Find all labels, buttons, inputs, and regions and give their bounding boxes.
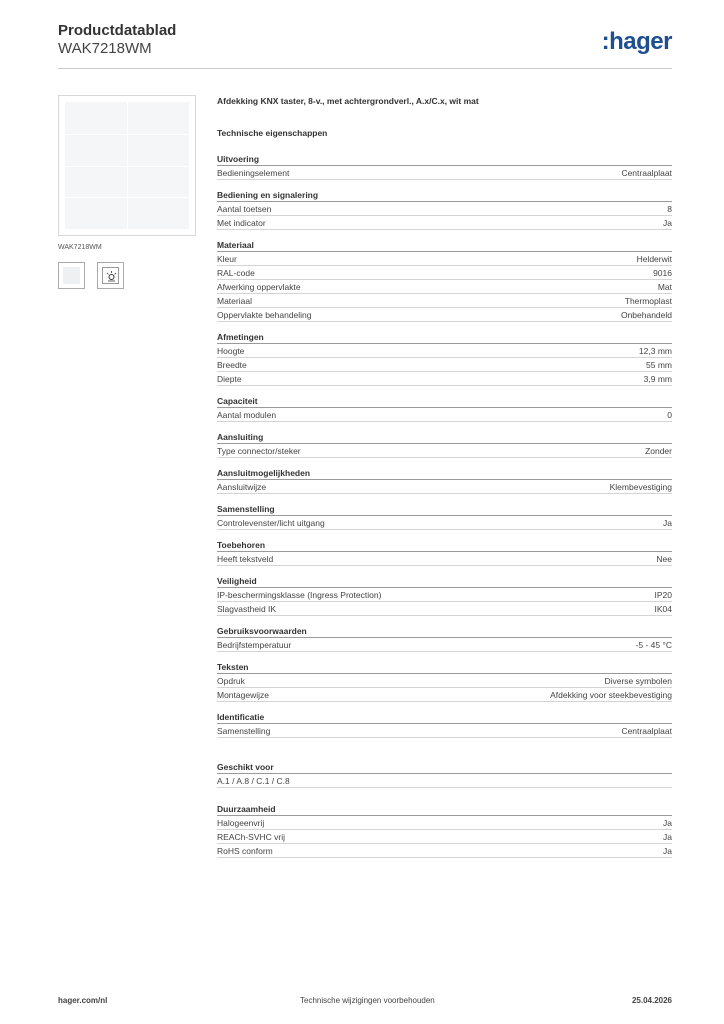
row-label: Materiaal — [217, 296, 252, 306]
spec-section — [217, 330, 672, 386]
row-value: Ja — [663, 518, 672, 528]
spec-row — [217, 688, 672, 702]
section-title: Capaciteit — [217, 394, 672, 408]
sustainability-rows — [217, 816, 672, 858]
row-value: Diverse symbolen — [604, 676, 672, 686]
row-label: Bedieningselement — [217, 168, 290, 178]
spec-row — [217, 344, 672, 358]
spec-row — [217, 444, 672, 458]
logo-colon-icon: : — [601, 28, 610, 55]
section-title: Bediening en signalering — [217, 188, 672, 202]
row-label: Diepte — [217, 374, 242, 384]
row-label: Opdruk — [217, 676, 245, 686]
row-value: 3,9 mm — [643, 374, 672, 384]
row-label: A.1 / A.8 / C.1 / C.8 — [217, 776, 290, 786]
logo-text: hager — [609, 28, 672, 55]
spec-row — [217, 358, 672, 372]
spec-row — [217, 294, 672, 308]
row-value: Ja — [663, 218, 672, 228]
spec-section — [217, 574, 672, 616]
row-value: Ja — [663, 846, 672, 856]
spec-section — [217, 152, 672, 180]
row-label: Kleur — [217, 254, 237, 264]
product-image — [58, 95, 196, 236]
footer-disclaimer: Technische wijzigingen voorbehouden — [300, 996, 435, 1005]
spec-section — [217, 538, 672, 566]
section-title: Gebruiksvoorwaarden — [217, 624, 672, 638]
section-title: Materiaal — [217, 238, 672, 252]
row-label: IP-beschermingsklasse (Ingress Protection) — [217, 590, 382, 600]
row-label: REACh-SVHC vrij — [217, 832, 286, 842]
row-label: Montagewijze — [217, 690, 269, 700]
spec-row — [217, 308, 672, 322]
spec-row — [217, 372, 672, 386]
spec-row — [217, 280, 672, 294]
row-value: Mat — [657, 282, 672, 292]
product-plate-icon — [65, 102, 189, 229]
spec-row — [217, 638, 672, 652]
row-label: Hoogte — [217, 346, 245, 356]
spec-row — [217, 674, 672, 688]
row-value: Helderwit — [636, 254, 672, 264]
section-title: Geschikt voor — [217, 760, 672, 774]
spec-row — [217, 202, 672, 216]
spec-row — [217, 552, 672, 566]
row-value: 55 mm — [646, 360, 672, 370]
spec-section — [217, 710, 672, 738]
spec-row — [217, 516, 672, 530]
section-title: Toebehoren — [217, 538, 672, 552]
row-label: Controlevenster/licht uitgang — [217, 518, 325, 528]
row-label: Halogeenvrij — [217, 818, 265, 828]
row-value: 8 — [667, 204, 672, 214]
row-value: IK04 — [654, 604, 672, 614]
suitable-section — [217, 760, 672, 788]
row-label: Breedte — [217, 360, 247, 370]
row-label: Samenstelling — [217, 726, 271, 736]
thumbnail-drawing[interactable] — [97, 262, 124, 289]
row-label: Type connector/steker — [217, 446, 301, 456]
spec-section — [217, 394, 672, 422]
section-title: Aansluiting — [217, 430, 672, 444]
row-value: Centraalplaat — [621, 726, 672, 736]
section-title: Identificatie — [217, 710, 672, 724]
spec-row — [217, 166, 672, 180]
sustainability-section — [217, 802, 672, 858]
row-value: 12,3 mm — [638, 346, 672, 356]
row-value: Nee — [656, 554, 672, 564]
spec-row — [217, 724, 672, 738]
row-value: 9016 — [653, 268, 672, 278]
row-value: Ja — [663, 832, 672, 842]
row-label: RAL-code — [217, 268, 255, 278]
spec-section — [217, 188, 672, 230]
row-label: Afwerking oppervlakte — [217, 282, 301, 292]
row-label: Aantal modulen — [217, 410, 277, 420]
product-code: WAK7218WM — [58, 40, 152, 57]
row-value: Onbehandeld — [620, 310, 672, 320]
row-value: Centraalplaat — [621, 168, 672, 178]
spec-row — [217, 588, 672, 602]
spec-row — [217, 830, 672, 844]
tech-title: Technische eigenschappen — [217, 128, 328, 138]
row-label: RoHS conform — [217, 846, 273, 856]
row-label: Slagvastheid IK — [217, 604, 277, 614]
row-value: Klembevestiging — [609, 482, 672, 492]
row-label: Aantal toetsen — [217, 204, 272, 214]
section-title: Aansluitmogelijkheden — [217, 466, 672, 480]
spec-row — [217, 844, 672, 858]
spec-row — [217, 266, 672, 280]
spec-row — [217, 408, 672, 422]
section-title: Samenstelling — [217, 502, 672, 516]
spec-section — [217, 660, 672, 702]
spec-row — [217, 602, 672, 616]
row-value: 0 — [667, 410, 672, 420]
spec-row — [217, 816, 672, 830]
spec-section — [217, 502, 672, 530]
row-label: Heeft tekstveld — [217, 554, 274, 564]
image-caption: WAK7218WM — [58, 244, 102, 251]
section-title: Veiligheid — [217, 574, 672, 588]
row-label: Oppervlakte behandeling — [217, 310, 312, 320]
spec-sections — [217, 152, 672, 738]
row-value: Ja — [663, 818, 672, 828]
row-value: Thermoplast — [624, 296, 672, 306]
suitable-row — [217, 774, 672, 788]
spec-row — [217, 480, 672, 494]
row-label: Met indicator — [217, 218, 266, 228]
spec-content — [217, 96, 672, 866]
section-title: Duurzaamheid — [217, 802, 672, 816]
spec-section — [217, 466, 672, 494]
page-title: Productdatablad — [58, 22, 177, 39]
light-indicator-icon — [105, 270, 118, 283]
row-label: Aansluitwijze — [217, 482, 267, 492]
product-description: Afdekking KNX taster, 8-v., met achtergrondverl., A.x/C.x, wit mat — [217, 96, 479, 106]
hager-logo — [602, 28, 672, 56]
spec-section — [217, 624, 672, 652]
thumbnail-product[interactable] — [58, 262, 85, 289]
spec-row — [217, 252, 672, 266]
section-title: Afmetingen — [217, 330, 672, 344]
section-title: Uitvoering — [217, 152, 672, 166]
row-label: Bedrijfstemperatuur — [217, 640, 292, 650]
row-value: IP20 — [654, 590, 672, 600]
row-value: Afdekking voor steekbevestiging — [550, 690, 672, 700]
row-value: -5 - 45 °C — [635, 640, 672, 650]
section-title: Teksten — [217, 660, 672, 674]
spec-section — [217, 238, 672, 322]
footer-date: 25.04.2026 — [631, 996, 672, 1005]
row-value: Zonder — [645, 446, 672, 456]
spec-row — [217, 216, 672, 230]
footer-website: hager.com/nl — [58, 996, 108, 1005]
spec-section — [217, 430, 672, 458]
header-divider — [58, 68, 672, 69]
